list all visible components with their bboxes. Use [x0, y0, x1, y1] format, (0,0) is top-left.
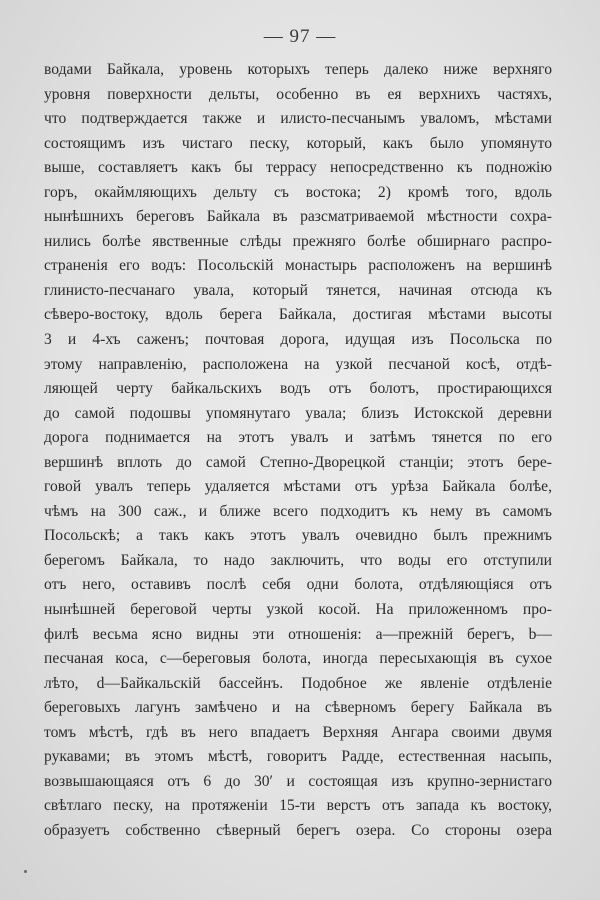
text-line: филѣ весьма ясно видны эти отношенія: а—прежній берегъ, b—: [44, 625, 552, 643]
text-line: водами Байкала, уровень которыхъ теперь далеко ниже верхняго: [44, 61, 552, 78]
text-line: вершинѣ вплоть до самой Степно-Дворецкой станціи; этотъ бере-: [44, 453, 552, 471]
text-line: песчаная коса, с—береговыя болота, иногда пересыхающія въ сухое: [44, 650, 552, 668]
text-line: образуетъ собственно сѣверный берегъ озера. Со стороны озера: [44, 821, 552, 839]
text-line: страненія его водъ: Посольскій монастырь расположенъ на вершинѣ: [44, 257, 552, 275]
text-line: говой увалъ теперь удаляется мѣстами отъ урѣза Байкала болѣе,: [44, 478, 552, 496]
text-line: возвышающаяся отъ 6 до 30′ и состоящая изъ крупно-зернистаго: [44, 772, 552, 790]
text-line: ляющей черту байкальскихъ водъ отъ болотъ, простирающихся: [44, 380, 552, 398]
text-line: выше, составляетъ какъ бы террасу непосредственно къ подножію: [44, 159, 552, 177]
text-line: нились болѣе явственные слѣды прежняго болѣе обширнаго распро-: [44, 232, 552, 250]
text-line: нынѣшней береговой черты узкой косой. На приложенномъ про-: [44, 601, 552, 619]
text-line: горъ, окаймляющихъ дельту съ востока; 2) кромѣ того, вдоль: [44, 183, 552, 201]
text-line: рукавами; въ этомъ мѣстѣ, говоритъ Радде, естественная насыпь,: [44, 748, 552, 766]
text-line: свѣтлаго песку, на протяженіи 15-ти верстъ отъ запада къ востоку,: [44, 797, 552, 815]
text-line: сѣверо-востоку, вдоль берега Байкала, достигая мѣстами высоты: [44, 306, 552, 324]
page-number: — 97 —: [263, 26, 337, 47]
text-line: состоящимъ изъ чистаго песку, который, какъ было упомянуто: [44, 134, 552, 152]
text-line: до самой подошвы упомянутаго увала; близъ Истокской деревни: [44, 404, 552, 422]
text-line: чѣмъ на 300 саж., и ближе всего подходитъ къ нему въ самомъ: [44, 502, 552, 520]
paper-speck: [24, 870, 27, 873]
text-line: глинисто-песчанаго увала, который тянется, начиная отсюда къ: [44, 281, 552, 299]
text-line: Посольскѣ; а такъ какъ этотъ увалъ очевидно былъ прежнимъ: [44, 527, 552, 545]
text-line: дорога поднимается на этотъ увалъ и затѣмъ тянется по его: [44, 429, 552, 447]
text-line: берегомъ Байкала, то надо заключить, что воды его отступили: [44, 551, 552, 569]
text-line: отъ него, оставивъ послѣ себя одни болота, отдѣляющіяся отъ: [44, 576, 552, 594]
text-line: лѣто, d—Байкальскій бассейнъ. Подобное же явленіе отдѣленіе: [44, 674, 552, 692]
text-line: томъ мѣстѣ, гдѣ въ него впадаетъ Верхняя Ангара своими двумя: [44, 723, 552, 741]
text-line: нынѣшнихъ береговъ Байкала въ разсматриваемой мѣстности сохра-: [44, 208, 552, 226]
text-line: что подтверждается также и илисто-песчанымъ уваломъ, мѣстами: [44, 110, 552, 128]
text-line: уровня поверхности дельты, особенно въ ея верхнихъ частяхъ,: [44, 85, 552, 103]
text-line: этому направленію, расположена на узкой песчаной косѣ, отдѣ-: [44, 355, 552, 373]
body-text: [44, 58, 552, 844]
text-line: 3 и 4-хъ саженъ; почтовая дорога, идущая изъ Посольска по: [44, 331, 552, 349]
text-line: береговыхъ лагунъ замѣчено и на сѣверномъ берегу Байкала въ: [44, 699, 552, 717]
